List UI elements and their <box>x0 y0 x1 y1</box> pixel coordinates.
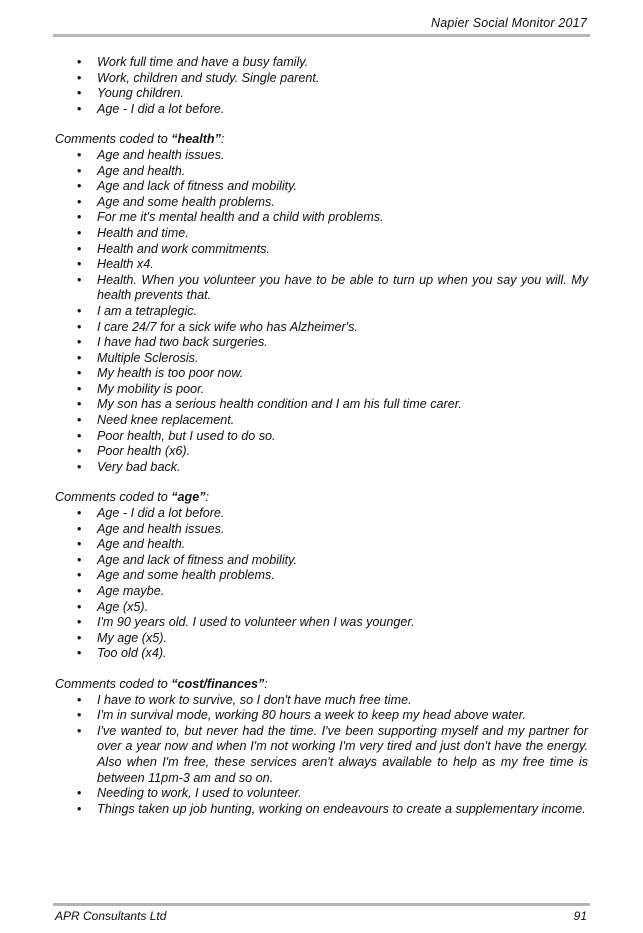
list-item: • Health x4. <box>55 257 588 273</box>
list-item: • Work, children and study. Single parent. <box>55 71 588 87</box>
header-title: Napier Social Monitor 2017 <box>431 16 587 30</box>
header-divider <box>53 34 590 37</box>
list-item: • Poor health (x6). <box>55 444 588 460</box>
list-item: • My age (x5). <box>55 631 588 647</box>
list-item: • Age and health. <box>55 537 588 553</box>
page-content <box>55 55 588 817</box>
list-item: • Poor health, but I used to do so. <box>55 429 588 445</box>
heading-prefix: Comments coded to <box>55 676 172 691</box>
heading-prefix: Comments coded to <box>55 132 172 147</box>
list-item: • I care 24/7 for a sick wife who has Alzheimer's. <box>55 320 588 336</box>
cost-list <box>55 693 588 818</box>
list-item: • I've wanted to, but never had the time. I've been supporting myself and my partner for over a year now and when I'm not working I'm very tired and just don't have the energy. Also when I'm free, these services aren't always available to help as my free time is between 11pm-3 am and so on. <box>55 724 588 786</box>
heading-code: “age” <box>171 490 206 505</box>
heading-suffix: : <box>264 676 268 691</box>
cost-section-heading <box>55 677 588 693</box>
list-item: • Age and some health problems. <box>55 195 588 211</box>
list-item: • For me it's mental health and a child with problems. <box>55 210 588 226</box>
intro-list <box>55 55 588 117</box>
list-item: • Age and some health problems. <box>55 568 588 584</box>
heading-suffix: : <box>220 132 225 147</box>
health-section-heading <box>55 132 588 148</box>
list-item: • Age (x5). <box>55 600 588 616</box>
list-item: • Health and time. <box>55 226 588 242</box>
age-list <box>55 506 588 662</box>
footer-divider <box>53 903 590 906</box>
list-item: • My health is too poor now. <box>55 366 588 382</box>
list-item: • Multiple Sclerosis. <box>55 351 588 367</box>
footer-company: APR Consultants Ltd <box>55 909 167 923</box>
heading-prefix: Comments coded to <box>55 490 172 505</box>
list-item: • Need knee replacement. <box>55 413 588 429</box>
list-item: • My son has a serious health condition and I am his full time carer. <box>55 397 588 413</box>
list-item: • Health and work commitments. <box>55 242 588 258</box>
age-section-heading <box>55 490 588 506</box>
list-item: • Health. When you volunteer you have to be able to turn up when you say you will. My health prevents that. <box>55 273 588 304</box>
list-item: • Work full time and have a busy family. <box>55 55 588 71</box>
list-item: • Needing to work, I used to volunteer. <box>55 786 588 802</box>
list-item: • Age - I did a lot before. <box>55 506 588 522</box>
list-item: • I have had two back surgeries. <box>55 335 588 351</box>
list-item: • I have to work to survive, so I don't have much free time. <box>55 693 588 709</box>
health-list <box>55 148 588 475</box>
list-item: • I am a tetraplegic. <box>55 304 588 320</box>
list-item: • Things taken up job hunting, working on endeavours to create a supplementary income. <box>55 802 588 818</box>
list-item: • I'm 90 years old. I used to volunteer when I was younger. <box>55 615 588 631</box>
heading-code: “health” <box>171 132 221 147</box>
list-item: • Very bad back. <box>55 460 588 476</box>
list-item: • Age and lack of fitness and mobility. <box>55 179 588 195</box>
list-item: • Age maybe. <box>55 584 588 600</box>
list-item: • Age - I did a lot before. <box>55 102 588 118</box>
list-item: • Too old (x4). <box>55 646 588 662</box>
list-item: • I'm in survival mode, working 80 hours a week to keep my head above water. <box>55 708 588 724</box>
list-item: • Age and health. <box>55 164 588 180</box>
list-item: • Age and health issues. <box>55 522 588 538</box>
list-item: • Young children. <box>55 86 588 102</box>
heading-suffix: : <box>205 490 209 505</box>
heading-code: “cost/finances” <box>171 676 265 691</box>
page-number: 91 <box>573 909 587 923</box>
list-item: • Age and health issues. <box>55 148 588 164</box>
list-item: • My mobility is poor. <box>55 382 588 398</box>
list-item: • Age and lack of fitness and mobility. <box>55 553 588 569</box>
